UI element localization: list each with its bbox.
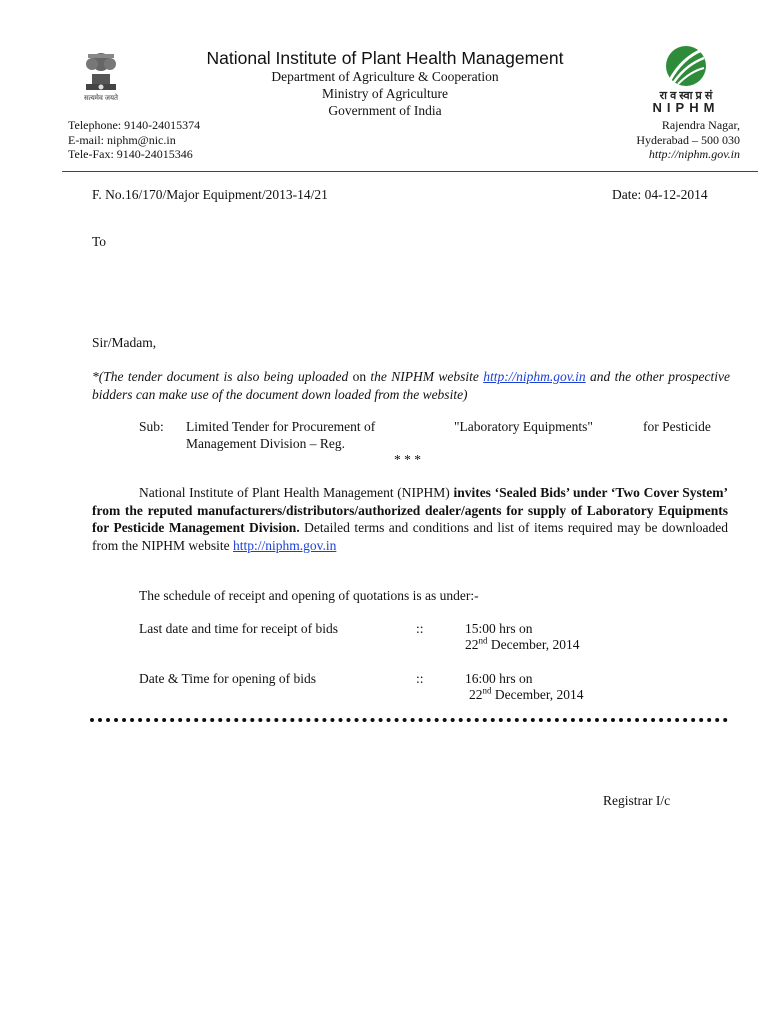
contact-right — [636, 118, 740, 162]
contact-left — [68, 118, 200, 162]
emblem-caption: सत्यमेव जयते — [83, 95, 119, 102]
schedule-row-1-month-year: December, 2014 — [487, 637, 580, 652]
schedule-row-2-time: 16:00 hrs on — [465, 671, 533, 686]
schedule-row-1-time: 15:00 hrs on — [465, 621, 533, 636]
email: E-mail: niphm@nic.in — [68, 132, 176, 147]
schedule-row-1-label: Last date and time for receipt of bids — [139, 621, 339, 636]
dotted-divider — [90, 718, 728, 722]
salutation: Sir/Madam, — [92, 335, 157, 350]
subject-line-1a: Limited Tender for Procurement of — [186, 419, 376, 434]
government-name: Government of India — [328, 103, 442, 118]
institute-name: National Institute of Plant Health Management — [206, 48, 564, 68]
schedule-intro: The schedule of receipt and opening of quotations is as under:- — [139, 588, 479, 603]
schedule-row-1-suffix: nd — [478, 635, 488, 646]
upload-note — [92, 368, 730, 403]
note-on: on — [352, 369, 367, 384]
header-divider — [62, 171, 758, 172]
section-stars: * * * — [394, 452, 421, 467]
subject-label: Sub: — [139, 419, 164, 434]
para-bold: invites ‘Sealed Bids’ under ‘Two Cover System’ from the reputed manufacturers/distributors/authorized dealer/agents for supply of Laboratory Equipments for Pesticide Management Division. — [92, 485, 729, 535]
website-text: http://niphm.gov.in — [648, 147, 740, 161]
subject-line-1b: "Laboratory Equipments" — [454, 419, 593, 434]
to-label: To — [92, 234, 107, 249]
para-intro: National Institute of Plant Health Management (NIPHM) — [139, 485, 454, 500]
subject-line-2: Management Division – Reg. — [186, 436, 345, 451]
logo-text: NIPHM — [652, 100, 720, 115]
signatory: Registrar I/c — [603, 793, 671, 808]
schedule-row-1-day: 22 — [465, 637, 479, 652]
ministry-name: Ministry of Agriculture — [322, 86, 448, 101]
schedule-row-2-label: Date & Time for opening of bids — [139, 671, 316, 686]
schedule-row-2-sep: :: — [416, 671, 424, 686]
schedule-row-2-date — [469, 686, 584, 704]
schedule-row-2-suffix: nd — [482, 685, 492, 696]
schedule-row-2-day: 22 — [469, 687, 483, 702]
letter-date: Date: 04-12-2014 — [612, 187, 708, 202]
subject-line-1c: for Pesticide — [643, 419, 711, 434]
main-paragraph — [92, 484, 728, 554]
note-website-link[interactable]: http://niphm.gov.in — [483, 369, 586, 384]
department-name: Department of Agriculture & Cooperation — [271, 69, 499, 84]
telephone: Telephone: 9140-24015374 — [68, 118, 201, 132]
para-rest: Detailed terms and conditions and list of items required may be downloaded from the NIPHM website — [92, 520, 728, 553]
schedule-row-2-month-year: December, 2014 — [491, 687, 584, 702]
schedule-row-1-sep: :: — [416, 621, 424, 636]
file-number: F. No.16/170/Major Equipment/2013-14/21 — [92, 187, 328, 202]
address-line-1: Rajendra Nagar, — [661, 118, 740, 132]
para-website-link[interactable]: http://niphm.gov.in — [232, 537, 337, 553]
note-part-2: the NIPHM website — [366, 369, 484, 384]
telefax: Tele-Fax: 9140-24015346 — [68, 147, 193, 161]
address-line-2: Hyderabad – 500 030 — [636, 132, 740, 147]
logo-hindi-text: रा व स्वा प्र सं — [659, 90, 713, 102]
note-part-1: *(The tender document is also being uploaded — [92, 369, 353, 384]
note-part-3: and the other prospective bidders can make use of the document down loaded from the website) — [92, 369, 731, 402]
schedule-row-1-date — [465, 636, 580, 654]
